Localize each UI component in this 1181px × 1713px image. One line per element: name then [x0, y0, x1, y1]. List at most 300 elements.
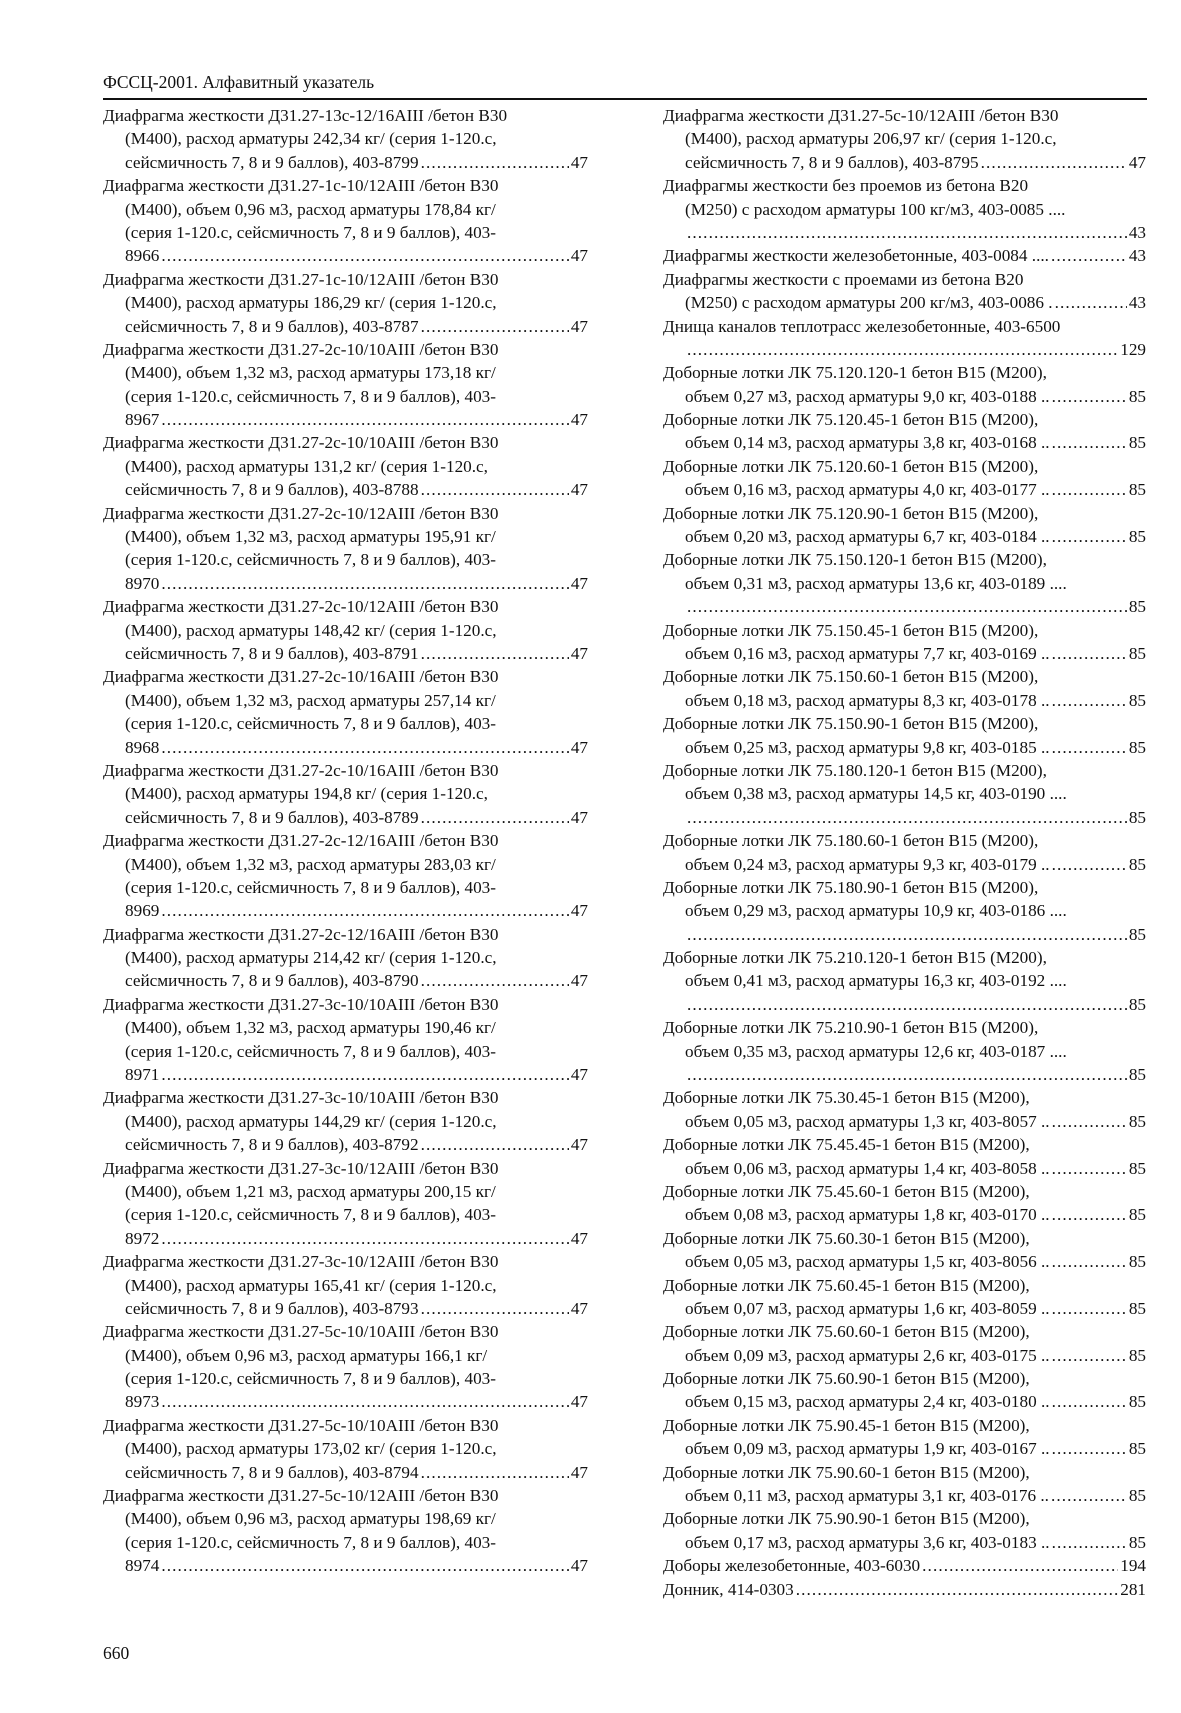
- index-entry-page: 85: [1128, 480, 1146, 500]
- dot-leader: [1052, 853, 1127, 876]
- index-entry: [663, 1133, 1146, 1180]
- index-entry-line: Днища каналов теплотрасс железобетонные, 403-6500: [663, 316, 1061, 336]
- index-entry-line: Диафрагма жесткости Д31.27-2с-10/10АIII /бетон В30: [103, 433, 499, 453]
- index-entry-last-line: [663, 853, 1146, 876]
- index-entry-line: (М400), расход арматуры 131,2 кг/ (серия 1-120.с,: [125, 456, 488, 476]
- index-entry-line: Доборные лотки ЛК 75.150.60-1 бетон В15 (М200),: [663, 667, 1039, 687]
- index-entry-page: 85: [1128, 807, 1146, 827]
- index-entry: [663, 665, 1146, 712]
- index-entry: [663, 1414, 1146, 1461]
- index-entry-page: 85: [1128, 737, 1146, 757]
- dot-leader: [421, 1297, 569, 1320]
- index-entry: [663, 946, 1146, 1016]
- index-entry-last-line: [103, 244, 588, 267]
- index-entry-line: (М400), объем 1,21 м3, расход арматуры 200,15 кг/: [125, 1181, 496, 1201]
- index-entry: [103, 502, 588, 596]
- index-entry-text: объем 0,18 м3, расход арматуры 8,3 кг, 403-0178 ..: [685, 690, 1050, 710]
- index-entry: [103, 1086, 588, 1156]
- running-title: ФССЦ-2001. Алфавитный указатель: [103, 72, 375, 92]
- index-entry-line: (М400), объем 1,32 м3, расход арматуры 195,91 кг/: [125, 527, 496, 547]
- index-entry: [663, 174, 1146, 244]
- index-entry-last-line: [663, 1484, 1146, 1507]
- index-entry-page: 281: [1120, 1579, 1146, 1599]
- index-entry-page: 194: [1120, 1556, 1146, 1576]
- index-entry-line: (М400), расход арматуры 242,34 кг/ (серия 1-120.с,: [125, 129, 497, 149]
- dot-leader: [922, 1554, 1118, 1577]
- index-entry-text: сейсмичность 7, 8 и 9 баллов), 403-8787: [125, 316, 419, 336]
- dot-leader: [421, 1461, 569, 1484]
- index-entry-page: 47: [570, 807, 588, 827]
- index-entry-line: Доборные лотки ЛК 75.180.90-1 бетон В15 (М200),: [663, 877, 1039, 897]
- dot-leader: [161, 1227, 568, 1250]
- index-entry-last-line: [103, 1133, 588, 1156]
- index-entry-page: 47: [570, 1298, 588, 1318]
- index-entry-line: Доборные лотки ЛК 75.150.45-1 бетон В15 (М200),: [663, 620, 1039, 640]
- index-entry-page: 85: [1128, 1486, 1146, 1506]
- index-entry-line: (серия 1-120.с, сейсмичность 7, 8 и 9 баллов), 403-: [125, 714, 496, 734]
- index-entry-last-line: [663, 1203, 1146, 1226]
- index-entry-line: объем 0,35 м3, расход арматуры 12,6 кг, 403-0187 ....: [685, 1041, 1067, 1061]
- index-entry-last-line: [103, 1461, 588, 1484]
- index-entry: [103, 1250, 588, 1320]
- dot-leader: [687, 806, 1127, 829]
- index-entry: [103, 829, 588, 923]
- index-entry-last-line: [663, 1578, 1146, 1601]
- index-entry-line: Диафрагма жесткости Д31.27-2с-10/12АIII /бетон В30: [103, 597, 499, 617]
- dot-leader: [421, 806, 569, 829]
- index-entry-last-line: [663, 736, 1146, 759]
- index-entry-line: (М400), расход арматуры 194,8 кг/ (серия 1-120.с,: [125, 784, 488, 804]
- index-entry-text: объем 0,25 м3, расход арматуры 9,8 кг, 403-0185 ..: [685, 737, 1050, 757]
- dot-leader: [1051, 1484, 1127, 1507]
- index-entry-last-line: [663, 1390, 1146, 1413]
- index-entry-last-line: [663, 1063, 1146, 1086]
- index-entry-text: 8974: [125, 1556, 160, 1576]
- index-entry-line: Доборные лотки ЛК 75.90.45-1 бетон В15 (М200),: [663, 1415, 1030, 1435]
- index-entry-line: Доборные лотки ЛК 75.60.60-1 бетон В15 (М200),: [663, 1322, 1030, 1342]
- index-entry-line: (М400), объем 1,32 м3, расход арматуры 257,14 кг/: [125, 690, 496, 710]
- index-entry-line: Доборные лотки ЛК 75.60.30-1 бетон В15 (М200),: [663, 1228, 1030, 1248]
- index-entry: [103, 993, 588, 1087]
- index-entry-text: объем 0,16 м3, расход арматуры 4,0 кг, 403-0177 ..: [685, 480, 1050, 500]
- index-entry-page: 47: [570, 971, 588, 991]
- index-entry-line: Доборные лотки ЛК 75.90.60-1 бетон В15 (М200),: [663, 1462, 1030, 1482]
- index-entry-text: объем 0,08 м3, расход арматуры 1,8 кг, 403-0170 ..: [685, 1205, 1050, 1225]
- index-entry-page: 85: [1128, 1111, 1146, 1131]
- index-entry-line: Доборные лотки ЛК 75.60.90-1 бетон В15 (М200),: [663, 1369, 1030, 1389]
- dot-leader: [1052, 1203, 1127, 1226]
- index-entry-line: (М400), расход арматуры 148,42 кг/ (серия 1-120.с,: [125, 620, 497, 640]
- index-entry-line: (М400), объем 1,32 м3, расход арматуры 283,03 кг/: [125, 854, 496, 874]
- dot-leader: [161, 244, 568, 267]
- index-entry-page: 85: [1128, 1392, 1146, 1412]
- index-entry-text: сейсмичность 7, 8 и 9 баллов), 403-8799: [125, 152, 419, 172]
- index-entry: [663, 315, 1146, 362]
- index-entry-last-line: [103, 1390, 588, 1413]
- dot-leader: [1052, 1110, 1127, 1133]
- index-entry-text: объем 0,09 м3, расход арматуры 2,6 кг, 403-0175 ..: [685, 1345, 1050, 1365]
- index-entry-text: Доборы железобетонные, 403-6030: [663, 1556, 921, 1576]
- dot-leader: [421, 1133, 569, 1156]
- dot-leader: [1052, 525, 1127, 548]
- dot-leader: [1055, 291, 1127, 314]
- dot-leader: [161, 1063, 568, 1086]
- index-entry-line: Диафрагма жесткости Д31.27-1с-10/12АIII /бетон В30: [103, 176, 499, 196]
- index-entry-line: Диафрагма жесткости Д31.27-3с-10/12АIII /бетон В30: [103, 1158, 499, 1178]
- index-entry-line: Диафрагма жесткости Д31.27-2с-10/12АIII /бетон В30: [103, 503, 499, 523]
- dot-leader: [1052, 642, 1127, 665]
- index-entry-line: (М400), расход арматуры 165,41 кг/ (серия 1-120.с,: [125, 1275, 497, 1295]
- index-entry-page: 85: [1128, 854, 1146, 874]
- index-entry-line: объем 0,29 м3, расход арматуры 10,9 кг, 403-0186 ....: [685, 901, 1067, 921]
- dot-leader: [161, 736, 568, 759]
- index-entry-last-line: [663, 689, 1146, 712]
- index-entry-last-line: [663, 1531, 1146, 1554]
- index-entry-page: 47: [570, 1228, 588, 1248]
- index-entry: [103, 1157, 588, 1251]
- index-entry: [103, 1484, 588, 1578]
- index-column-right: [663, 104, 1146, 1601]
- index-entry: [663, 408, 1146, 455]
- index-entry-line: Доборные лотки ЛК 75.45.45-1 бетон В15 (М200),: [663, 1135, 1030, 1155]
- index-entry: [103, 1320, 588, 1414]
- index-entry-last-line: [103, 642, 588, 665]
- index-entry-last-line: [103, 572, 588, 595]
- index-entry-line: (М400), объем 0,96 м3, расход арматуры 198,69 кг/: [125, 1509, 496, 1529]
- dot-leader: [687, 993, 1127, 1016]
- index-entry-line: (серия 1-120.с, сейсмичность 7, 8 и 9 баллов), 403-: [125, 1532, 496, 1552]
- index-entry-line: Диафрагма жесткости Д31.27-5с-10/10АIII /бетон В30: [103, 1415, 499, 1435]
- index-entry-text: объем 0,05 м3, расход арматуры 1,5 кг, 403-8056 ..: [685, 1252, 1050, 1272]
- index-entry-line: объем 0,41 м3, расход арматуры 16,3 кг, 403-0192 ....: [685, 971, 1067, 991]
- index-entry-line: Диафрагма жесткости Д31.27-5с-10/10АIII /бетон В30: [103, 1322, 499, 1342]
- index-entry: [663, 1227, 1146, 1274]
- index-entry-line: (серия 1-120.с, сейсмичность 7, 8 и 9 баллов), 403-: [125, 1205, 496, 1225]
- index-entry-line: Диафрагма жесткости Д31.27-13с-12/16АIII /бетон В30: [103, 106, 508, 125]
- index-entry-line: (М400), объем 0,96 м3, расход арматуры 166,1 кг/: [125, 1345, 488, 1365]
- index-entry-text: 8967: [125, 410, 160, 430]
- index-entry: [663, 1320, 1146, 1367]
- index-entry-line: Диафрагма жесткости Д31.27-5с-10/12АIII /бетон В30: [103, 1486, 499, 1506]
- index-entry-line: (М400), расход арматуры 206,97 кг/ (серия 1-120.с,: [685, 129, 1057, 149]
- index-entry-text: объем 0,14 м3, расход арматуры 3,8 кг, 403-0168 ..: [685, 433, 1050, 453]
- index-entry-page: 85: [1128, 433, 1146, 453]
- index-entry: [103, 1414, 588, 1484]
- index-entry-last-line: [663, 338, 1146, 361]
- dot-leader: [161, 408, 568, 431]
- index-entry-page: 85: [1128, 924, 1146, 944]
- dot-leader: [421, 315, 569, 338]
- index-entry-line: (М400), объем 1,32 м3, расход арматуры 173,18 кг/: [125, 363, 496, 383]
- index-entry-line: Доборные лотки ЛК 75.60.45-1 бетон В15 (М200),: [663, 1275, 1030, 1295]
- index-entry-line: Доборные лотки ЛК 75.90.90-1 бетон В15 (М200),: [663, 1509, 1030, 1529]
- index-entry-line: (М400), объем 1,32 м3, расход арматуры 190,46 кг/: [125, 1018, 496, 1038]
- index-entry-last-line: [663, 431, 1146, 454]
- index-entry-line: Доборные лотки ЛК 75.45.60-1 бетон В15 (М200),: [663, 1181, 1030, 1201]
- index-entry-text: объем 0,07 м3, расход арматуры 1,6 кг, 403-8059 ..: [685, 1298, 1050, 1318]
- index-entry-text: (М250) с расходом арматуры 200 кг/м3, 403-0086 .: [685, 293, 1053, 313]
- dot-leader: [687, 221, 1127, 244]
- index-entry-line: (серия 1-120.с, сейсмичность 7, 8 и 9 баллов), 403-: [125, 222, 496, 242]
- index-entry-line: Доборные лотки ЛК 75.120.45-1 бетон В15 (М200),: [663, 410, 1039, 430]
- dot-leader: [1052, 1297, 1127, 1320]
- index-entry-page: 47: [1128, 152, 1146, 172]
- index-entry-last-line: [663, 478, 1146, 501]
- index-entry-page: 85: [1128, 1532, 1146, 1552]
- index-entry-last-line: [663, 291, 1146, 314]
- index-entry: [103, 338, 588, 432]
- index-entry-line: объем 0,31 м3, расход арматуры 13,6 кг, 403-0189 ....: [685, 573, 1067, 593]
- index-entry-last-line: [663, 806, 1146, 829]
- index-entry: [663, 1016, 1146, 1086]
- index-entry-line: Доборные лотки ЛК 75.120.90-1 бетон В15 (М200),: [663, 503, 1039, 523]
- index-entry-last-line: [663, 385, 1146, 408]
- index-entry-line: Диафрагма жесткости Д31.27-2с-10/10АIII /бетон В30: [103, 339, 499, 359]
- index-entry-last-line: [663, 595, 1146, 618]
- page-number: 660: [103, 1643, 130, 1663]
- index-entry: [103, 759, 588, 829]
- index-entry-last-line: [663, 1157, 1146, 1180]
- index-entry-page: 85: [1128, 597, 1146, 617]
- dot-leader: [1052, 1250, 1127, 1273]
- index-entry-line: (серия 1-120.с, сейсмичность 7, 8 и 9 баллов), 403-: [125, 877, 496, 897]
- index-entry-line: Диафрагма жесткости Д31.27-2с-12/16АIII /бетон В30: [103, 831, 499, 851]
- index-entry: [103, 268, 588, 338]
- index-entry: [103, 595, 588, 665]
- index-entry-page: 85: [1128, 1345, 1146, 1365]
- dot-leader: [421, 642, 569, 665]
- dot-leader: [1052, 1344, 1127, 1367]
- dot-leader: [1052, 478, 1127, 501]
- index-entry-line: Диафрагма жесткости Д31.27-3с-10/10АIII /бетон В30: [103, 994, 499, 1014]
- index-entry-line: Диафрагма жесткости Д31.27-3с-10/12АIII /бетон В30: [103, 1252, 499, 1272]
- dot-leader: [1052, 1531, 1127, 1554]
- index-entry-line: (серия 1-120.с, сейсмичность 7, 8 и 9 баллов), 403-: [125, 1369, 496, 1389]
- index-entry-line: Диафрагмы жесткости без проемов из бетона В20: [663, 176, 1029, 196]
- index-entry-page: 47: [570, 1556, 588, 1576]
- index-entry-last-line: [663, 1554, 1146, 1577]
- index-entry-page: 43: [1128, 246, 1146, 266]
- index-entry-line: Доборные лотки ЛК 75.120.120-1 бетон В15 (М200),: [663, 363, 1047, 383]
- dot-leader: [421, 969, 569, 992]
- index-entry-last-line: [103, 408, 588, 431]
- dot-leader: [1052, 385, 1127, 408]
- index-entry-line: (М400), расход арматуры 186,29 кг/ (серия 1-120.с,: [125, 293, 497, 313]
- index-entry-last-line: [103, 969, 588, 992]
- index-entry-text: 8969: [125, 901, 160, 921]
- dot-leader: [421, 151, 569, 174]
- index-entry-last-line: [663, 221, 1146, 244]
- index-entry-line: Диафрагма жесткости Д31.27-3с-10/10АIII /бетон В30: [103, 1088, 499, 1108]
- dot-leader: [687, 923, 1127, 946]
- index-entry: [663, 548, 1146, 618]
- dot-leader: [981, 151, 1127, 174]
- index-entry-last-line: [103, 1297, 588, 1320]
- index-entry-text: сейсмичность 7, 8 и 9 баллов), 403-8794: [125, 1462, 419, 1482]
- index-entry-page: 43: [1128, 293, 1146, 313]
- dot-leader: [687, 338, 1118, 361]
- index-entry-last-line: [663, 642, 1146, 665]
- index-entry-text: сейсмичность 7, 8 и 9 баллов), 403-8795: [685, 152, 979, 172]
- page-header: [103, 64, 1147, 100]
- index-entry-text: 8973: [125, 1392, 160, 1412]
- index-entry-page: 85: [1128, 994, 1146, 1014]
- index-entry-text: 8966: [125, 246, 160, 266]
- index-entry-line: (М400), объем 0,96 м3, расход арматуры 178,84 кг/: [125, 199, 496, 219]
- index-entry-last-line: [663, 1437, 1146, 1460]
- index-entry-text: объем 0,27 м3, расход арматуры 9,0 кг, 403-0188 ..: [685, 386, 1050, 406]
- index-entry-line: Диафрагма жесткости Д31.27-2с-10/16АIII /бетон В30: [103, 760, 499, 780]
- index-entry-page: 47: [570, 737, 588, 757]
- index-entry-line: Диафрагма жесткости Д31.27-1с-10/12АIII /бетон В30: [103, 269, 499, 289]
- index-entry-page: 85: [1128, 1205, 1146, 1225]
- index-column-left: [103, 104, 588, 1578]
- index-entry: [663, 455, 1146, 502]
- index-entry-text: сейсмичность 7, 8 и 9 баллов), 403-8791: [125, 643, 419, 663]
- index-entry-text: объем 0,15 м3, расход арматуры 2,4 кг, 403-0180 ..: [685, 1392, 1050, 1412]
- index-entry-page: 47: [570, 480, 588, 500]
- index-entry-text: объем 0,24 м3, расход арматуры 9,3 кг, 403-0179 ..: [685, 854, 1050, 874]
- index-entry-page: 85: [1128, 386, 1146, 406]
- index-entry: [663, 829, 1146, 876]
- index-entry-text: объем 0,09 м3, расход арматуры 1,9 кг, 403-0167 ..: [685, 1439, 1050, 1459]
- index-entry-last-line: [663, 1250, 1146, 1273]
- index-entry-line: (М400), расход арматуры 173,02 кг/ (серия 1-120.с,: [125, 1439, 497, 1459]
- index-entry-line: объем 0,38 м3, расход арматуры 14,5 кг, 403-0190 ....: [685, 784, 1067, 804]
- index-entry-text: Донник, 414-0303: [663, 1579, 794, 1599]
- index-entry-last-line: [103, 806, 588, 829]
- dot-leader: [796, 1578, 1118, 1601]
- index-entry-last-line: [663, 993, 1146, 1016]
- index-entry: [663, 1180, 1146, 1227]
- index-entry-last-line: [663, 151, 1146, 174]
- dot-leader: [161, 1390, 568, 1413]
- index-entry-text: 8971: [125, 1065, 160, 1085]
- index-entry-text: Диафрагмы жесткости железобетонные, 403-0084 ....: [663, 246, 1049, 266]
- index-entry-line: (М250) с расходом арматуры 100 кг/м3, 403-0085 ....: [685, 199, 1066, 219]
- index-entry-line: Доборные лотки ЛК 75.150.90-1 бетон В15 (М200),: [663, 714, 1039, 734]
- index-entry: [663, 1578, 1146, 1601]
- index-entry-last-line: [103, 151, 588, 174]
- dot-leader: [161, 1554, 568, 1577]
- index-entry-text: объем 0,06 м3, расход арматуры 1,4 кг, 403-8058 ..: [685, 1158, 1050, 1178]
- index-entry-line: Доборные лотки ЛК 75.120.60-1 бетон В15 (М200),: [663, 456, 1039, 476]
- index-entry: [663, 619, 1146, 666]
- dot-leader: [687, 595, 1127, 618]
- index-entry-text: 8968: [125, 737, 160, 757]
- index-entry-page: 47: [570, 1392, 588, 1412]
- dot-leader: [1052, 736, 1127, 759]
- index-entry-text: 8972: [125, 1228, 160, 1248]
- index-entry-page: 85: [1128, 690, 1146, 710]
- index-entry-last-line: [103, 1554, 588, 1577]
- index-entry: [663, 1274, 1146, 1321]
- index-entry-page: 47: [570, 1065, 588, 1085]
- index-entry-line: Диафрагма жесткости Д31.27-2с-10/16АIII /бетон В30: [103, 667, 499, 687]
- index-entry: [663, 712, 1146, 759]
- index-entry-line: Доборные лотки ЛК 75.180.60-1 бетон В15 (М200),: [663, 831, 1039, 851]
- index-entry-page: 85: [1128, 1158, 1146, 1178]
- index-entry-page: 47: [570, 1462, 588, 1482]
- index-entry-last-line: [663, 525, 1146, 548]
- index-entry-last-line: [663, 1110, 1146, 1133]
- index-entry-last-line: [663, 1297, 1146, 1320]
- index-entry-line: Доборные лотки ЛК 75.30.45-1 бетон В15 (М200),: [663, 1088, 1030, 1108]
- index-entry: [663, 104, 1146, 174]
- index-entry-page: 85: [1128, 527, 1146, 547]
- index-entry-text: сейсмичность 7, 8 и 9 баллов), 403-8789: [125, 807, 419, 827]
- index-entry: [663, 361, 1146, 408]
- index-entry-line: (М400), расход арматуры 144,29 кг/ (серия 1-120.с,: [125, 1111, 497, 1131]
- index-entry: [103, 104, 588, 174]
- index-entry-last-line: [103, 1227, 588, 1250]
- index-entry-text: сейсмичность 7, 8 и 9 баллов), 403-8792: [125, 1135, 419, 1155]
- dot-leader: [1052, 1157, 1127, 1180]
- index-entry: [663, 268, 1146, 315]
- dot-leader: [1052, 431, 1127, 454]
- index-entry-line: Диафрагма жесткости Д31.27-2с-12/16АIII /бетон В30: [103, 924, 499, 944]
- index-entry: [663, 1461, 1146, 1508]
- index-entry-line: Диафрагмы жесткости с проемами из бетона В20: [663, 269, 1024, 289]
- index-entry-text: объем 0,11 м3, расход арматуры 3,1 кг, 403-0176 ..: [685, 1486, 1049, 1506]
- index-entry: [103, 923, 588, 993]
- index-entry-line: Доборные лотки ЛК 75.210.120-1 бетон В15 (М200),: [663, 948, 1047, 968]
- index-entry-page: 47: [570, 1135, 588, 1155]
- index-entry: [663, 759, 1146, 829]
- index-entry: [663, 1367, 1146, 1414]
- index-entry: [663, 1554, 1146, 1577]
- index-entry-page: 47: [570, 246, 588, 266]
- dot-leader: [1051, 244, 1127, 267]
- index-entry-page: 47: [570, 643, 588, 663]
- index-entry: [663, 502, 1146, 549]
- index-entry: [663, 1086, 1146, 1133]
- index-entry-page: 129: [1120, 339, 1146, 359]
- index-entry-last-line: [103, 899, 588, 922]
- index-entry-last-line: [663, 923, 1146, 946]
- index-entry-line: (серия 1-120.с, сейсмичность 7, 8 и 9 баллов), 403-: [125, 386, 496, 406]
- index-entry-last-line: [103, 736, 588, 759]
- dot-leader: [687, 1063, 1127, 1086]
- index-entry-page: 47: [570, 573, 588, 593]
- dot-leader: [161, 572, 568, 595]
- index-entry: [663, 876, 1146, 946]
- index-entry-text: сейсмичность 7, 8 и 9 баллов), 403-8790: [125, 971, 419, 991]
- dot-leader: [1052, 689, 1127, 712]
- dot-leader: [1052, 1437, 1127, 1460]
- index-entry-page: 43: [1128, 222, 1146, 242]
- dot-leader: [1052, 1390, 1127, 1413]
- index-entry: [663, 244, 1146, 267]
- index-entry-page: 85: [1128, 1439, 1146, 1459]
- index-entry-text: объем 0,05 м3, расход арматуры 1,3 кг, 403-8057 ..: [685, 1111, 1050, 1131]
- index-entry-page: 85: [1128, 1298, 1146, 1318]
- index-entry-page: 85: [1128, 1252, 1146, 1272]
- index-entry: [663, 1507, 1146, 1554]
- dot-leader: [421, 478, 569, 501]
- index-entry-text: сейсмичность 7, 8 и 9 баллов), 403-8793: [125, 1298, 419, 1318]
- index-entry-page: 47: [570, 410, 588, 430]
- index-entry-page: 47: [570, 901, 588, 921]
- index-entry-text: объем 0,17 м3, расход арматуры 3,6 кг, 403-0183 ..: [685, 1532, 1050, 1552]
- index-entry: [103, 431, 588, 501]
- dot-leader: [161, 899, 568, 922]
- index-entry-text: объем 0,20 м3, расход арматуры 6,7 кг, 403-0184 ..: [685, 527, 1050, 547]
- index-entry-line: Диафрагма жесткости Д31.27-5с-10/12АIII /бетон В30: [663, 106, 1059, 125]
- index-entry-last-line: [663, 244, 1146, 267]
- index-entry-page: 85: [1128, 643, 1146, 663]
- index-entry-line: (серия 1-120.с, сейсмичность 7, 8 и 9 баллов), 403-: [125, 1041, 496, 1061]
